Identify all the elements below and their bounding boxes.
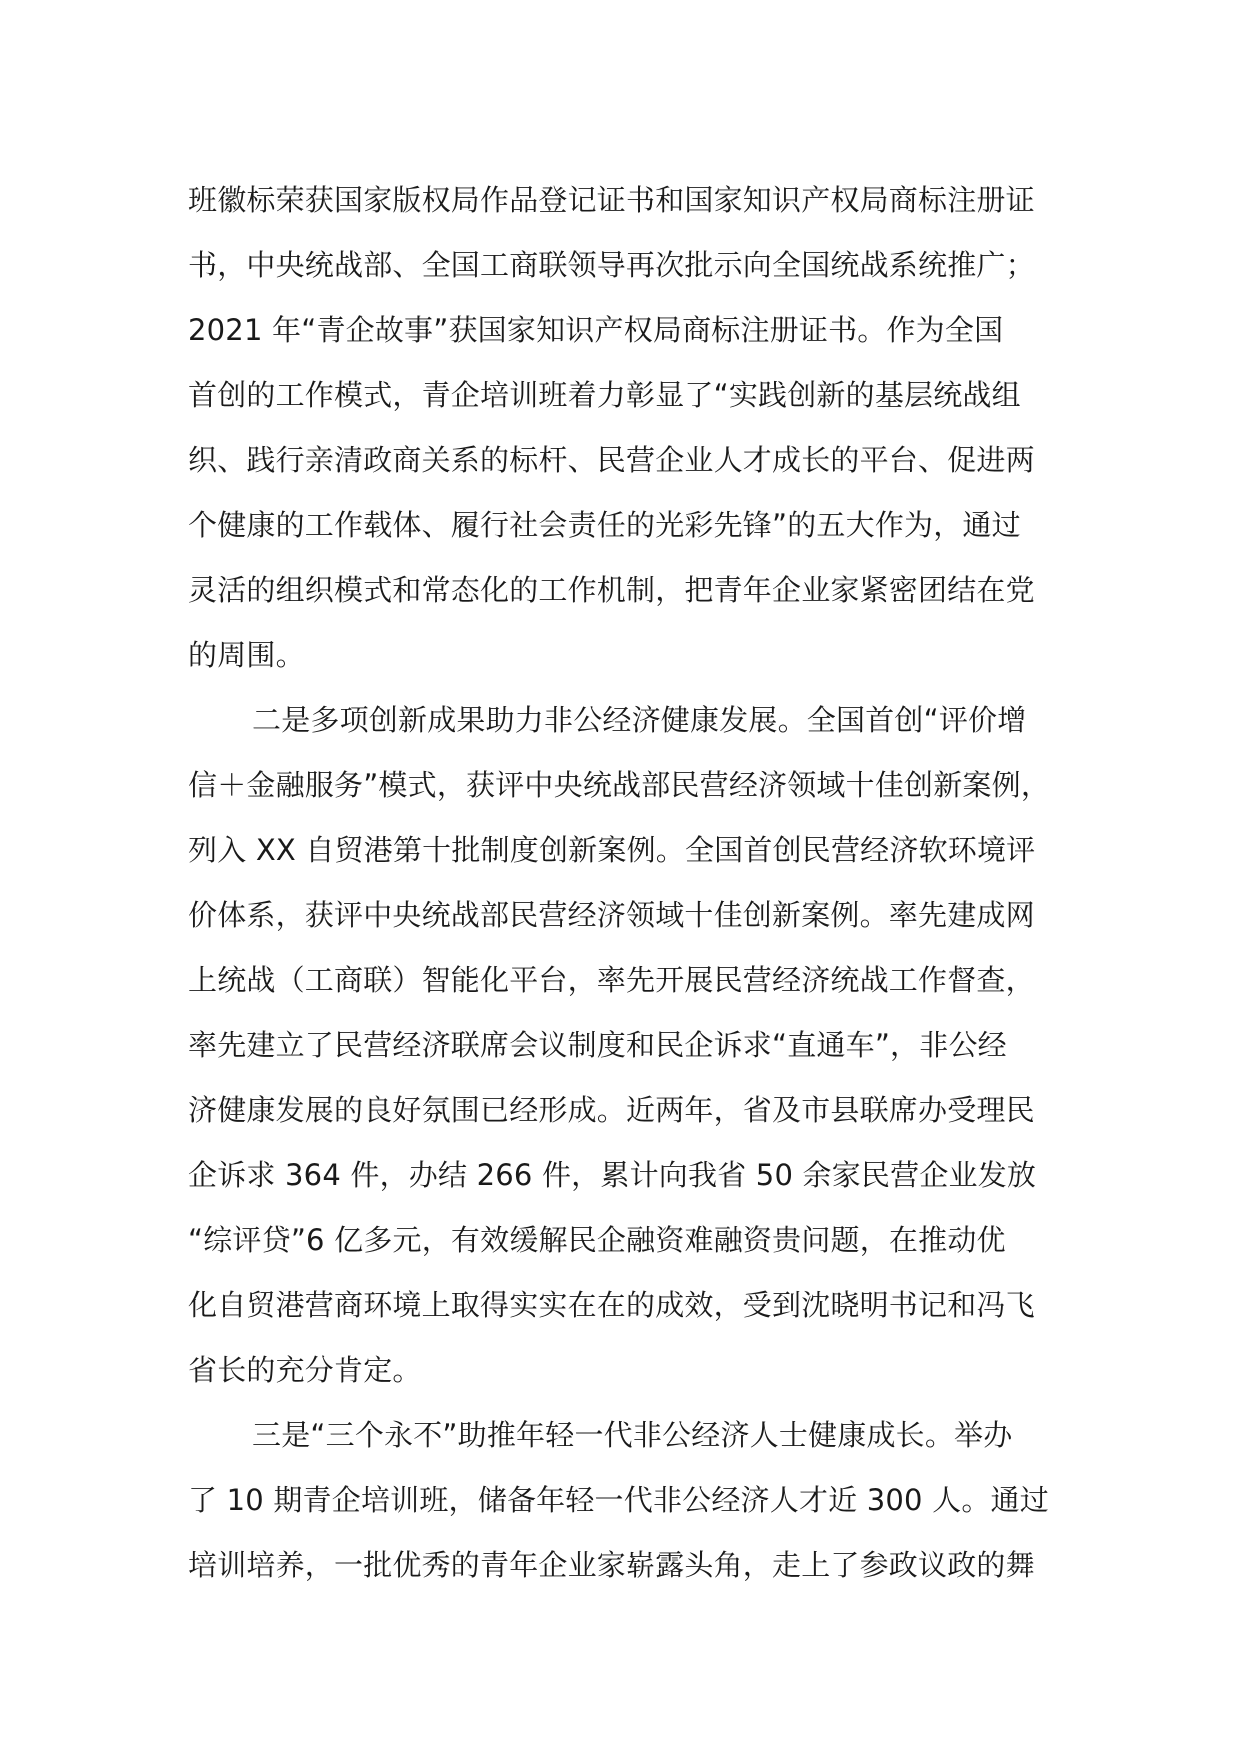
- paragraph-2-line-7: 济健康发展的良好氛围已经形成。近两年，省及市县联席办受理民: [188, 1093, 1035, 1127]
- paragraph-1-line-5: 织、践行亲清政商关系的标杆、民营企业人才成长的平台、促进两: [188, 443, 1035, 477]
- paragraph-1-line-1: 班徽标荣获国家版权局作品登记证书和国家知识产权局商标注册证: [188, 183, 1035, 217]
- paragraph-2-line-11: 省长的充分肯定。: [188, 1353, 422, 1387]
- paragraph-2-line-1: 二是多项创新成果助力非公经济健康发展。全国首创“评价增: [252, 703, 1027, 737]
- paragraph-1-line-2: 书，中央统战部、全国工商联领导再次批示向全国统战系统推广；: [188, 248, 1035, 282]
- paragraph-3-line-3: 培训培养，一批优秀的青年企业家崭露头角，走上了参政议政的舞: [188, 1548, 1035, 1582]
- paragraph-1-line-3: 2021 年“青企故事”获国家知识产权局商标注册证书。作为全国: [188, 313, 1004, 347]
- paragraph-3-line-2: 了 10 期青企培训班，储备年轻一代非公经济人才近 300 人。通过: [188, 1483, 1049, 1517]
- paragraph-2-line-5: 上统战（工商联）智能化平台，率先开展民营经济统战工作督查，: [188, 963, 1035, 997]
- paragraph-2-line-2: 信＋金融服务”模式，获评中央统战部民营经济领域十佳创新案例，: [188, 768, 1051, 802]
- paragraph-2-line-3: 列入 XX 自贸港第十批制度创新案例。全国首创民营经济软环境评: [188, 833, 1036, 867]
- paragraph-2-line-10: 化自贸港营商环境上取得实实在在的成效，受到沈晓明书记和冯飞: [188, 1288, 1035, 1322]
- paragraph-1-line-6: 个健康的工作载体、履行社会责任的光彩先锋”的五大作为，通过: [188, 508, 1021, 542]
- paragraph-2-line-9: “综评贷”6 亿多元，有效缓解民企融资难融资贵问题，在推动优: [188, 1223, 1006, 1257]
- paragraph-1-line-4: 首创的工作模式，青企培训班着力彰显了“实践创新的基层统战组: [188, 378, 1021, 412]
- paragraph-3-line-1: 三是“三个永不”助推年轻一代非公经济人士健康成长。举办: [252, 1418, 1013, 1452]
- paragraph-2-line-8: 企诉求 364 件，办结 266 件，累计向我省 50 余家民营企业发放: [188, 1158, 1037, 1192]
- paragraph-2-line-4: 价体系，获评中央统战部民营经济领域十佳创新案例。率先建成网: [188, 898, 1035, 932]
- paragraph-2-line-6: 率先建立了民营经济联席会议制度和民企诉求“直通车”，非公经: [188, 1028, 1007, 1062]
- body-text: [188, 168, 1068, 1598]
- paragraph-1-line-8: 的周围。: [188, 638, 305, 672]
- paragraph-1-line-7: 灵活的组织模式和常态化的工作机制，把青年企业家紧密团结在党: [188, 573, 1035, 607]
